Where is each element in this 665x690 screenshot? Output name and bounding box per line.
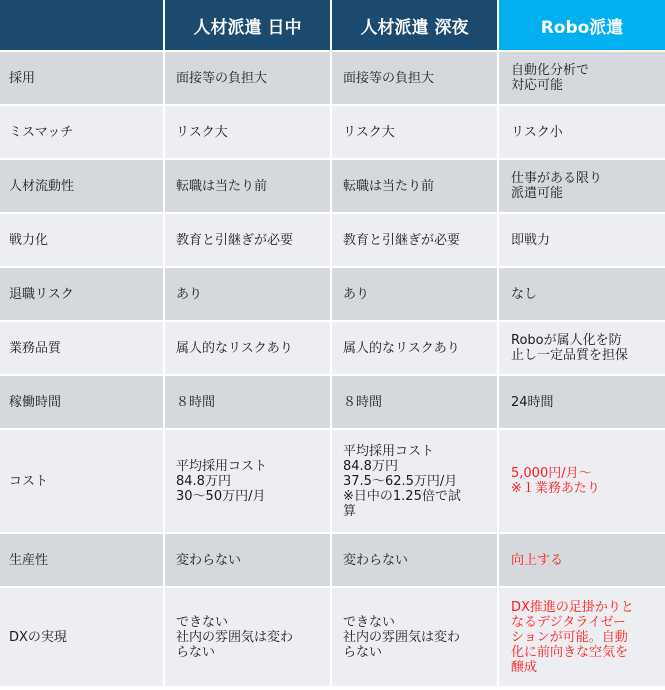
cell-robo: DX推進の足掛かりと なるデジタライゼー ションが可能。自動 化に前向きな空気を 醸成 xyxy=(499,588,665,686)
row-label: 人材流動性 xyxy=(0,160,163,212)
cell-day: リスク大 xyxy=(165,106,330,158)
cell-day: できない 社内の雰囲気は変わ らない xyxy=(165,588,330,686)
table-row xyxy=(0,106,665,158)
cell-robo: Roboが属人化を防 止し一定品質を担保 xyxy=(499,322,665,374)
table-row xyxy=(0,376,665,428)
cell-night: リスク大 xyxy=(332,106,497,158)
cell-night: 教育と引継ぎが必要 xyxy=(332,214,497,266)
cell-robo: 向上する xyxy=(499,534,665,586)
table-row xyxy=(0,430,665,532)
row-label: コスト xyxy=(0,430,163,532)
header-day-staffing: 人材派遣 日中 xyxy=(165,0,330,50)
cell-day: 平均採用コスト 84.8万円 30～50万円/月 xyxy=(165,430,330,532)
header-corner xyxy=(0,0,163,50)
table-row xyxy=(0,534,665,586)
cell-robo: なし xyxy=(499,268,665,320)
cell-day: あり xyxy=(165,268,330,320)
cell-robo: 24時間 xyxy=(499,376,665,428)
cell-day: 属人的なリスクあり xyxy=(165,322,330,374)
cell-night: 平均採用コスト 84.8万円 37.5～62.5万円/月 ※日中の1.25倍で試 算 xyxy=(332,430,497,532)
row-label: ミスマッチ xyxy=(0,106,163,158)
table-row xyxy=(0,52,665,104)
header-night-staffing: 人材派遣 深夜 xyxy=(332,0,497,50)
row-label: 稼働時間 xyxy=(0,376,163,428)
cell-robo: リスク小 xyxy=(499,106,665,158)
cell-day: 面接等の負担大 xyxy=(165,52,330,104)
row-label: 採用 xyxy=(0,52,163,104)
cell-robo: 5,000円/月～ ※１業務あたり xyxy=(499,430,665,532)
header-row xyxy=(0,0,665,50)
cell-robo: 即戦力 xyxy=(499,214,665,266)
cell-night: 属人的なリスクあり xyxy=(332,322,497,374)
cell-night: 転職は当たり前 xyxy=(332,160,497,212)
cell-night: できない 社内の雰囲気は変わ らない xyxy=(332,588,497,686)
row-label: DXの実現 xyxy=(0,588,163,686)
table-row xyxy=(0,588,665,686)
row-label: 戦力化 xyxy=(0,214,163,266)
header-robo-staffing: Robo派遣 xyxy=(499,0,665,50)
cell-day: 変わらない xyxy=(165,534,330,586)
row-label: 生産性 xyxy=(0,534,163,586)
cell-night: 変わらない xyxy=(332,534,497,586)
cell-day: 教育と引継ぎが必要 xyxy=(165,214,330,266)
table-row xyxy=(0,214,665,266)
cell-night: あり xyxy=(332,268,497,320)
table-row xyxy=(0,268,665,320)
cell-robo: 仕事がある限り 派遣可能 xyxy=(499,160,665,212)
cell-robo: 自動化分析で 対応可能 xyxy=(499,52,665,104)
cell-day: 転職は当たり前 xyxy=(165,160,330,212)
table-row xyxy=(0,160,665,212)
cell-night: ８時間 xyxy=(332,376,497,428)
cell-day: ８時間 xyxy=(165,376,330,428)
row-label: 業務品質 xyxy=(0,322,163,374)
table-row xyxy=(0,322,665,374)
cell-night: 面接等の負担大 xyxy=(332,52,497,104)
row-label: 退職リスク xyxy=(0,268,163,320)
